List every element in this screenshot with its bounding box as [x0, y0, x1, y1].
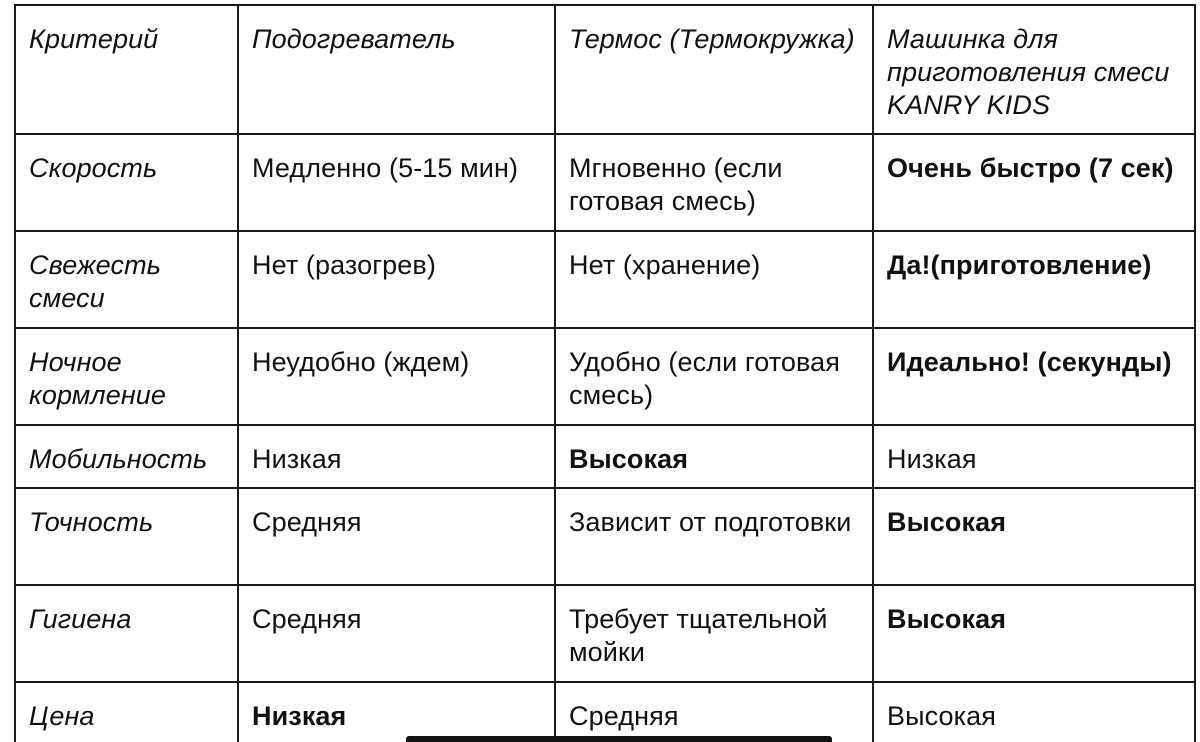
comparison-table: [14, 4, 1196, 742]
table-header-row: [15, 5, 1195, 134]
warmer-cell: Медленно (5-15 мин): [238, 134, 555, 231]
table-row: [15, 134, 1195, 231]
thermos-cell: Требует тщательной мойки: [555, 585, 873, 682]
criterion-cell: Скорость: [15, 134, 238, 231]
header-thermos: Термос (Термокружка): [555, 5, 873, 134]
machine-cell: Низкая: [873, 425, 1195, 488]
thermos-cell: Удобно (если готовая смесь): [555, 328, 873, 425]
header-machine: Машинка для приготовления смеси KANRY KIDS: [873, 5, 1195, 134]
criterion-cell: Мобильность: [15, 425, 238, 488]
table-row: [15, 231, 1195, 328]
thermos-cell: Нет (хранение): [555, 231, 873, 328]
criterion-cell: Ночное кормление: [15, 328, 238, 425]
table-row: [15, 488, 1195, 585]
warmer-cell: Низкая: [238, 425, 555, 488]
bottom-edge-bar: [406, 736, 832, 742]
machine-cell: Высокая: [873, 585, 1195, 682]
criterion-cell: Цена: [15, 682, 238, 742]
criterion-cell: Свежесть смеси: [15, 231, 238, 328]
machine-cell: Высокая: [873, 682, 1195, 742]
machine-cell: Высокая: [873, 488, 1195, 585]
warmer-cell: Низкая: [238, 682, 555, 742]
criterion-cell: Точность: [15, 488, 238, 585]
machine-cell: Идеально! (секунды): [873, 328, 1195, 425]
warmer-cell: Неудобно (ждем): [238, 328, 555, 425]
table-row: [15, 425, 1195, 488]
machine-cell: Очень быстро (7 сек): [873, 134, 1195, 231]
warmer-cell: Средняя: [238, 488, 555, 585]
thermos-cell: Мгновенно (если готовая смесь): [555, 134, 873, 231]
warmer-cell: Средняя: [238, 585, 555, 682]
machine-cell: Да!(приготовление): [873, 231, 1195, 328]
thermos-cell: Зависит от подготовки: [555, 488, 873, 585]
thermos-cell: Средняя: [555, 682, 873, 742]
criterion-cell: Гигиена: [15, 585, 238, 682]
table-row: [15, 328, 1195, 425]
warmer-cell: Нет (разогрев): [238, 231, 555, 328]
thermos-cell: Высокая: [555, 425, 873, 488]
header-warmer: Подогреватель: [238, 5, 555, 134]
table-row: [15, 585, 1195, 682]
header-criterion: Критерий: [15, 5, 238, 134]
table-row: [15, 682, 1195, 742]
